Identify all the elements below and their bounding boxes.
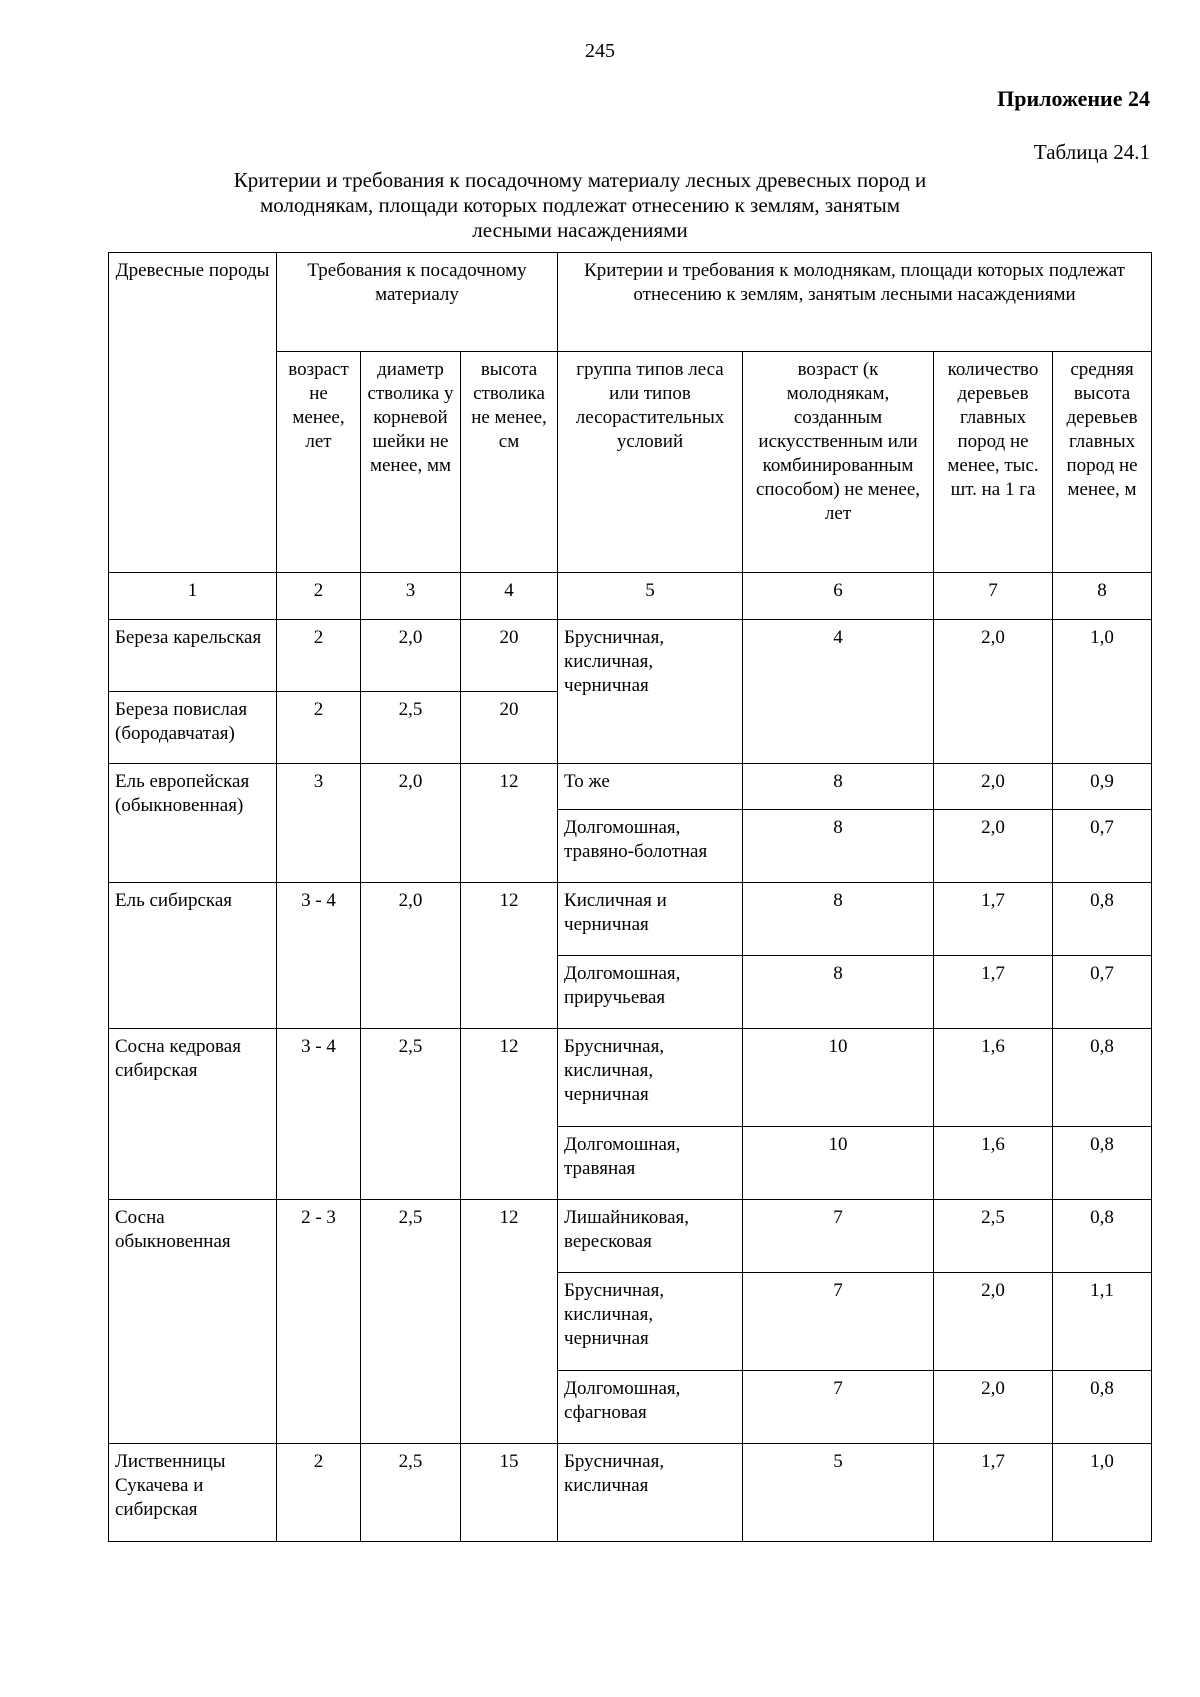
cell-age: 2	[277, 692, 361, 764]
cell-young-age: 8	[743, 883, 934, 956]
species-name: Береза карельская	[109, 620, 277, 692]
species-name: Ель сибирская	[109, 883, 277, 1029]
appendix-label: Приложение 24	[997, 86, 1150, 111]
header-young-stands: Критерии и требования к молоднякам, площади которых подлежат отнесению к землям, занятым лесными насаждениями	[558, 253, 1152, 352]
header-young-age: возраст (к молоднякам, созданным искусственным или комбинированным способом) не менее, лет	[743, 352, 934, 573]
table-row	[109, 883, 1152, 956]
table-row	[109, 764, 1152, 810]
cell-age: 2 - 3	[277, 1200, 361, 1444]
header-planting-material: Требования к посадочному материалу	[277, 253, 558, 352]
cell-avg-height: 0,8	[1053, 883, 1152, 956]
cell-tree-count: 1,7	[934, 1444, 1053, 1542]
table-label: Таблица 24.1	[1033, 140, 1150, 164]
header-tree-count: количество деревьев главных пород не менее, тыс. шт. на 1 га	[934, 352, 1053, 573]
header-avg-height: средняя высота деревьев главных пород не менее, м	[1053, 352, 1152, 573]
cell-forest-type: Долгомошная, травяно-болотная	[558, 810, 743, 883]
cell-forest-type: Долгомошная, приручьевая	[558, 956, 743, 1029]
cell-young-age: 4	[743, 620, 934, 764]
species-name: Лиственницы Сукачева и сибирская	[109, 1444, 277, 1542]
cell-forest-type: Брусничная, кисличная	[558, 1444, 743, 1542]
cell-young-age: 8	[743, 956, 934, 1029]
cell-young-age: 10	[743, 1127, 934, 1200]
cell-tree-count: 2,0	[934, 1371, 1053, 1444]
cell-avg-height: 0,8	[1053, 1029, 1152, 1127]
cell-tree-count: 2,0	[934, 1273, 1053, 1371]
cell-avg-height: 0,8	[1053, 1200, 1152, 1273]
cell-avg-height: 0,8	[1053, 1371, 1152, 1444]
cell-tree-count: 1,6	[934, 1029, 1053, 1127]
header-age: возраст не менее, лет	[277, 352, 361, 573]
cell-forest-type: То же	[558, 764, 743, 810]
cell-avg-height: 1,0	[1053, 620, 1152, 764]
cell-avg-height: 0,9	[1053, 764, 1152, 810]
table-title: Критерии и требования к посадочному материалу лесных древесных пород и молоднякам, площади которых подлежат отнесению к землям, занятым лесными насаждениями	[233, 168, 927, 242]
cell-avg-height: 1,0	[1053, 1444, 1152, 1542]
col-number: 6	[743, 573, 934, 620]
cell-forest-type: Лишайниковая, вересковая	[558, 1200, 743, 1273]
header-forest-type: группа типов леса или типов лесорастительных условий	[558, 352, 743, 573]
species-name: Ель европейская (обыкновенная)	[109, 764, 277, 883]
table-row	[109, 620, 1152, 692]
cell-tree-count: 2,0	[934, 620, 1053, 764]
cell-age: 3	[277, 764, 361, 883]
column-numbers-row	[109, 573, 1152, 620]
cell-avg-height: 0,8	[1053, 1127, 1152, 1200]
cell-diameter: 2,5	[361, 1200, 461, 1444]
table-row	[109, 1029, 1152, 1127]
header-row-1	[109, 253, 1152, 352]
col-number: 2	[277, 573, 361, 620]
cell-forest-type: Долгомошная, сфагновая	[558, 1371, 743, 1444]
species-name: Сосна обыкновенная	[109, 1200, 277, 1444]
cell-forest-type: Брусничная, кисличная, черничная	[558, 1273, 743, 1371]
criteria-table	[108, 252, 1152, 1542]
cell-height: 12	[461, 883, 558, 1029]
header-species: Древесные породы	[109, 253, 277, 573]
cell-diameter: 2,0	[361, 883, 461, 1029]
cell-tree-count: 1,7	[934, 956, 1053, 1029]
header-height: высота стволика не менее, см	[461, 352, 558, 573]
cell-forest-type: Долгомошная, травяная	[558, 1127, 743, 1200]
cell-avg-height: 1,1	[1053, 1273, 1152, 1371]
col-number: 1	[109, 573, 277, 620]
cell-young-age: 5	[743, 1444, 934, 1542]
cell-tree-count: 1,6	[934, 1127, 1053, 1200]
cell-young-age: 7	[743, 1200, 934, 1273]
species-name: Сосна кедровая сибирская	[109, 1029, 277, 1200]
cell-diameter: 2,0	[361, 764, 461, 883]
cell-height: 15	[461, 1444, 558, 1542]
page-number: 245	[585, 40, 615, 62]
cell-tree-count: 1,7	[934, 883, 1053, 956]
cell-tree-count: 2,0	[934, 810, 1053, 883]
cell-tree-count: 2,0	[934, 764, 1053, 810]
cell-avg-height: 0,7	[1053, 810, 1152, 883]
cell-diameter: 2,0	[361, 620, 461, 692]
cell-height: 12	[461, 1200, 558, 1444]
cell-young-age: 7	[743, 1371, 934, 1444]
cell-height: 12	[461, 764, 558, 883]
cell-young-age: 10	[743, 1029, 934, 1127]
cell-height: 20	[461, 620, 558, 692]
cell-forest-type: Брусничная, кисличная, черничная	[558, 620, 743, 764]
cell-age: 2	[277, 1444, 361, 1542]
col-number: 5	[558, 573, 743, 620]
col-number: 4	[461, 573, 558, 620]
cell-height: 20	[461, 692, 558, 764]
cell-age: 2	[277, 620, 361, 692]
cell-forest-type: Кисличная и черничная	[558, 883, 743, 956]
cell-height: 12	[461, 1029, 558, 1200]
cell-young-age: 7	[743, 1273, 934, 1371]
species-name: Береза повислая (бородавчатая)	[109, 692, 277, 764]
table-row	[109, 1200, 1152, 1273]
cell-forest-type: Брусничная, кисличная, черничная	[558, 1029, 743, 1127]
cell-age: 3 - 4	[277, 1029, 361, 1200]
cell-young-age: 8	[743, 764, 934, 810]
cell-diameter: 2,5	[361, 1029, 461, 1200]
table-row	[109, 1444, 1152, 1542]
col-number: 7	[934, 573, 1053, 620]
cell-avg-height: 0,7	[1053, 956, 1152, 1029]
header-diameter: диаметр стволика у корневой шейки не менее, мм	[361, 352, 461, 573]
cell-young-age: 8	[743, 810, 934, 883]
cell-age: 3 - 4	[277, 883, 361, 1029]
cell-diameter: 2,5	[361, 692, 461, 764]
cell-tree-count: 2,5	[934, 1200, 1053, 1273]
col-number: 8	[1053, 573, 1152, 620]
col-number: 3	[361, 573, 461, 620]
cell-diameter: 2,5	[361, 1444, 461, 1542]
